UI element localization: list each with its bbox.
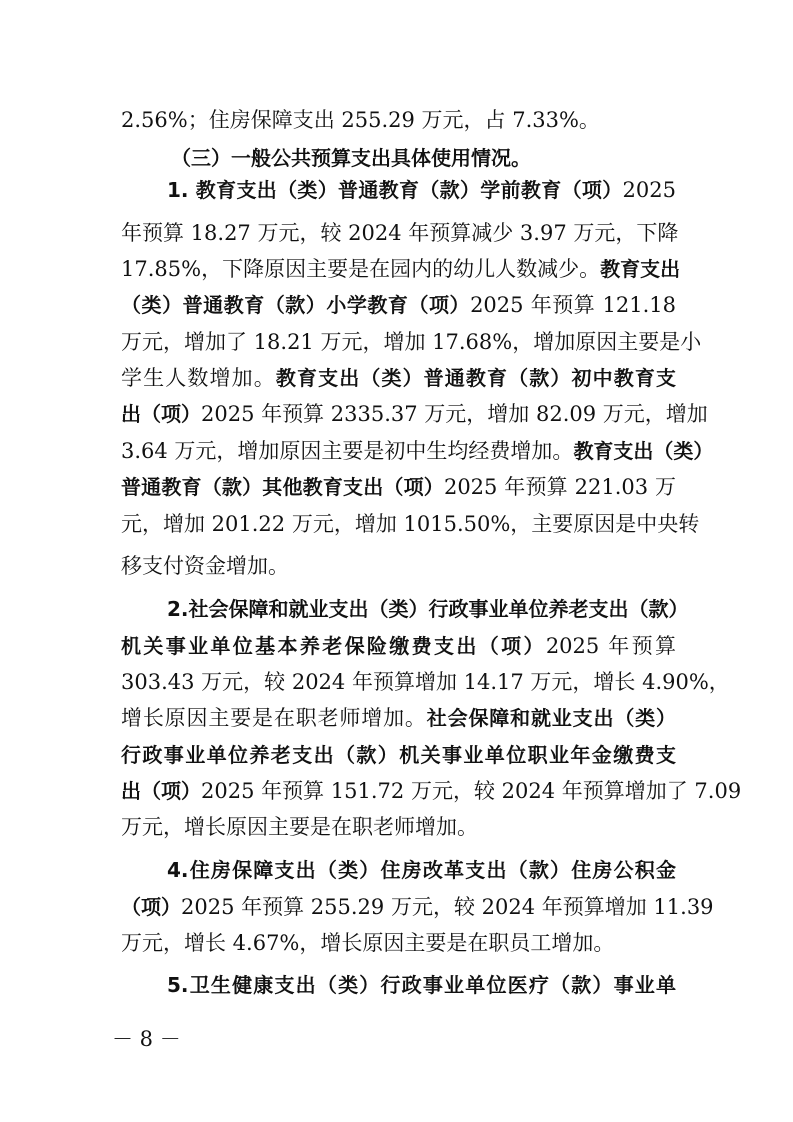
bold-text-segment: 出（项）	[121, 779, 201, 803]
text-segment: 万元，增长原因主要是在职老师增加。	[121, 815, 478, 839]
text-line	[121, 473, 676, 501]
bold-text-segment: （类）普通教育（款）小学教育（项）	[121, 293, 471, 317]
bold-text-segment: 教育支出（类）普通教育（款）初中教育支	[275, 366, 677, 390]
text-segment: 增长原因主要是在职老师增加。	[121, 706, 427, 730]
text-segment: 学生人数增加。	[121, 366, 276, 390]
text-line	[171, 144, 676, 172]
text-line	[121, 668, 730, 696]
text-segment: 2025 年预算 255.29 万元，较 2024 年预算增加 11.39	[181, 895, 714, 919]
bold-text-segment: 4.住房保障支出（类）住房改革支出（款）住房公积金	[167, 858, 676, 882]
text-segment: 移支付资金增加。	[121, 554, 289, 578]
text-segment: 2025	[622, 178, 676, 202]
bold-text-segment: 社会保障和就业支出（类）	[426, 706, 677, 730]
text-segment: 年预算 18.27 万元，较 2024 年预算减少 3.97 万元，下降	[121, 221, 679, 245]
text-segment: 2025 年预算 121.18	[470, 293, 676, 317]
text-line	[121, 400, 708, 428]
bold-text-segment: 行政事业单位养老支出（款）机关事业单位职业年金缴费支	[121, 743, 676, 767]
text-line	[121, 255, 681, 283]
text-line	[121, 777, 742, 805]
bold-text-segment: 机关事业单位基本养老保险缴费支出（项）	[121, 634, 546, 658]
text-line	[167, 176, 676, 204]
bold-text-segment: 出（项）	[121, 402, 201, 426]
page-number: － 8 －	[112, 1027, 181, 1051]
bold-text-segment: 教育支出（类）	[573, 439, 714, 463]
text-line	[121, 704, 676, 732]
text-line	[121, 929, 676, 957]
text-line	[167, 971, 676, 999]
text-segment: 2025 年预算 151.72 万元，较 2024 年预算增加了 7.09	[201, 779, 742, 803]
text-segment: 万元，增加了 18.21 万元，增加 17.68%，增加原因主要是小	[121, 330, 702, 354]
text-line	[121, 510, 700, 538]
bold-text-segment: （项）	[121, 895, 181, 919]
text-line	[121, 328, 702, 356]
text-line	[121, 291, 676, 319]
text-segment: 2025 年预算 2335.37 万元，增加 82.09 万元，增加	[201, 402, 708, 426]
bold-text-segment: 5.卫生健康支出（类）行政事业单位医疗（款）事业单	[167, 973, 676, 997]
bold-text-segment: （三）一般公共预算支出具体使用情况。	[171, 146, 531, 170]
text-line	[121, 106, 676, 134]
bold-text-segment: 2.社会保障和就业支出（类）行政事业单位养老支出（款）	[167, 597, 689, 621]
text-segment: 2025 年预算	[545, 634, 677, 658]
bold-text-segment: 教育支出	[600, 257, 681, 281]
text-line	[121, 552, 676, 580]
text-line	[167, 856, 676, 884]
text-line	[121, 364, 676, 392]
text-line	[121, 741, 676, 769]
text-line	[167, 595, 689, 623]
text-line	[121, 893, 714, 921]
text-line	[121, 632, 676, 660]
text-line	[121, 813, 676, 841]
text-segment: 万元，增长 4.67%，增长原因主要是在职员工增加。	[121, 931, 615, 955]
bold-text-segment: 普通教育（款）其他教育支出（项）	[121, 475, 444, 499]
text-line	[121, 437, 714, 465]
text-segment: 17.85%，下降原因主要是在园内的幼儿人数减少。	[121, 257, 601, 281]
text-line	[121, 219, 679, 247]
text-segment: 303.43 万元，较 2024 年预算增加 14.17 万元，增长 4.90%，	[121, 670, 730, 694]
text-segment: 元，增加 201.22 万元，增加 1015.50%，主要原因是中央转	[121, 512, 700, 536]
bold-text-segment: 1. 教育支出（类）普通教育（款）学前教育（项）	[167, 178, 623, 202]
text-segment: 3.64 万元，增加原因主要是初中生均经费增加。	[121, 439, 574, 463]
text-segment: 2025 年预算 221.03 万	[443, 475, 677, 499]
text-segment: 2.56%；住房保障支出 255.29 万元，占 7.33%。	[121, 108, 600, 132]
